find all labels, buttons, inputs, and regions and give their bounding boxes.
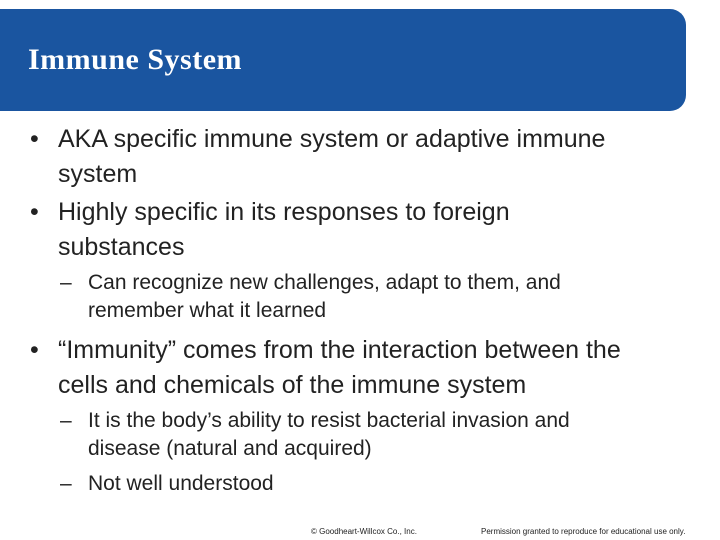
- bullet-text-line: AKA specific immune system or adaptive immune: [58, 125, 606, 153]
- sub-bullet-item: [60, 269, 561, 325]
- bullet-item: [30, 195, 510, 265]
- sub-bullet-text-line: disease (natural and acquired): [88, 437, 372, 460]
- bullet-text-line: substances: [58, 233, 185, 261]
- sub-bullet-text-line: Can recognize new challenges, adapt to them, and: [88, 271, 561, 294]
- bullet-text-line: “Immunity” comes from the interaction between the: [58, 336, 621, 364]
- bullet-marker: •: [30, 336, 39, 364]
- bullet-text-line: Highly specific in its responses to foreign: [58, 198, 510, 226]
- sub-bullet-marker: –: [60, 409, 72, 432]
- sub-bullet-text-line: remember what it learned: [88, 299, 327, 322]
- footer-copyright: © Goodheart-Willcox Co., Inc.: [311, 527, 417, 536]
- bullet-text-line: system: [58, 160, 138, 188]
- sub-bullet-marker: –: [60, 472, 72, 495]
- bullet-marker: •: [30, 198, 39, 226]
- bullet-text-line: cells and chemicals of the immune system: [58, 371, 527, 399]
- sub-bullet-text-line: It is the body’s ability to resist bacterial invasion and: [88, 409, 570, 432]
- slide-title: Immune System: [28, 43, 242, 76]
- bullet-item: [30, 333, 621, 403]
- sub-bullet-text-line: Not well understood: [88, 472, 274, 495]
- footer-permission: Permission granted to reproduce for educational use only.: [481, 527, 686, 536]
- sub-bullet-item: [60, 470, 274, 498]
- bullet-item: [30, 122, 605, 192]
- sub-bullet-marker: –: [60, 271, 72, 294]
- sub-bullet-item: [60, 407, 570, 463]
- bullet-marker: •: [30, 125, 39, 153]
